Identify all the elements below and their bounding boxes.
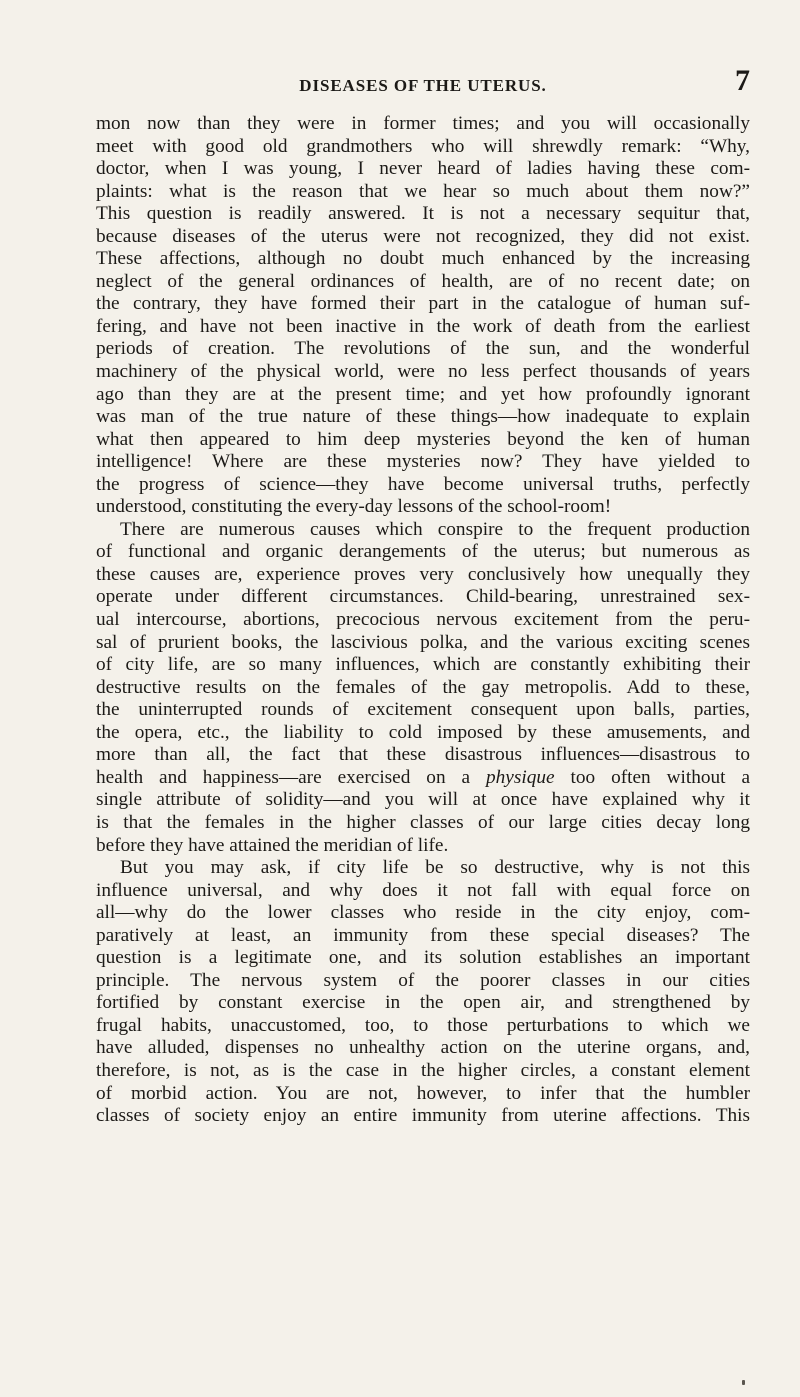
ink-speck bbox=[742, 1380, 745, 1385]
text-line: the uninterrupted rounds of excitement consequent upon balls, parties, bbox=[96, 699, 750, 721]
running-head bbox=[96, 64, 750, 100]
text-line: sal of prurient books, the lascivious polka, and the various exciting scenes bbox=[96, 631, 750, 653]
text-line: ago than they are at the present time; and yet how profoundly ignorant bbox=[96, 383, 750, 405]
body-text bbox=[96, 113, 750, 1128]
text-line: all—why do the lower classes who reside in the city enjoy, com- bbox=[96, 902, 750, 924]
text-line: before they have attained the meridian of life. bbox=[96, 834, 449, 856]
text-line: intelligence! Where are these mysteries now? They have yielded to bbox=[96, 451, 750, 473]
text-line: of functional and organic derangements of the uterus; but numerous as bbox=[96, 541, 750, 563]
text-line: ual intercourse, abortions, precocious nervous excitement from the peru- bbox=[96, 609, 750, 631]
page-number: 7 bbox=[735, 64, 750, 97]
text-line: more than all, the fact that these disastrous influences—disastrous to bbox=[96, 744, 750, 766]
text-line: classes of society enjoy an entire immunity from uterine affections. This bbox=[96, 1105, 750, 1127]
text-line: These affections, although no doubt much enhanced by the increasing bbox=[96, 248, 750, 270]
text-line: machinery of the physical world, were no less perfect thousands of years bbox=[96, 361, 750, 383]
italic-term: physique bbox=[486, 766, 555, 788]
text-line: of morbid action. You are not, however, to infer that the humbler bbox=[96, 1082, 750, 1104]
text-line: fortified by constant exercise in the open air, and strengthened by bbox=[96, 992, 750, 1014]
text-line: periods of creation. The revolutions of the sun, and the wonderful bbox=[96, 338, 750, 360]
text-line: what then appeared to him deep mysteries beyond the ken of human bbox=[96, 428, 750, 450]
text-line: But you may ask, if city life be so destructive, why is not this bbox=[120, 857, 750, 879]
text-line: of city life, are so many influences, which are constantly exhibiting their bbox=[96, 654, 750, 676]
text-line-with-italic bbox=[96, 767, 750, 790]
text-line: There are numerous causes which conspire to the frequent production bbox=[120, 518, 750, 540]
text-line: influence universal, and why does it not fall with equal force on bbox=[96, 879, 750, 901]
text-line: operate under different circumstances. Child-bearing, unrestrained sex- bbox=[96, 586, 750, 608]
text-line: question is a legitimate one, and its solution establishes an important bbox=[96, 947, 750, 969]
text-line: principle. The nervous system of the poorer classes in our cities bbox=[96, 969, 750, 991]
text-segment: health and happiness—are exercised on a bbox=[96, 766, 471, 788]
text-line: paratively at least, an immunity from these special diseases? The bbox=[96, 924, 750, 946]
text-line: mon now than they were in former times; and you will occasionally bbox=[96, 113, 750, 134]
text-line: have alluded, dispenses no unhealthy action on the uterine organs, and, bbox=[96, 1037, 750, 1059]
text-line: fering, and have not been inactive in the work of death from the earliest bbox=[96, 315, 750, 337]
text-line: neglect of the general ordinances of health, are of no recent date; on bbox=[96, 270, 750, 292]
text-line: plaints: what is the reason that we hear so much about them now?” bbox=[96, 180, 750, 202]
text-segment: too often without a bbox=[570, 766, 750, 788]
text-line: destructive results on the females of the gay metropolis. Add to these, bbox=[96, 676, 750, 698]
text-line: these causes are, experience proves very conclusively how unequally they bbox=[96, 563, 750, 585]
text-line: doctor, when I was young, I never heard of ladies having these com- bbox=[96, 158, 750, 180]
text-line: frugal habits, unaccustomed, too, to those perturbations to which we bbox=[96, 1014, 750, 1036]
text-line: the progress of science—they have become universal truths, perfectly bbox=[96, 473, 750, 495]
text-line: the contrary, they have formed their part in the catalogue of human suf- bbox=[96, 293, 750, 315]
text-line: the opera, etc., the liability to cold imposed by these amusements, and bbox=[96, 721, 750, 743]
text-line: was man of the true nature of these things—how inadequate to explain bbox=[96, 406, 750, 428]
text-line: therefore, is not, as is the case in the higher circles, a constant element bbox=[96, 1059, 750, 1081]
text-line: understood, constituting the every-day lessons of the school-room! bbox=[96, 496, 612, 518]
text-line: because diseases of the uterus were not recognized, they did not exist. bbox=[96, 225, 750, 247]
text-line: This question is readily answered. It is not a necessary sequitur that, bbox=[96, 203, 750, 225]
running-title: DISEASES OF THE UTERUS. bbox=[299, 76, 547, 95]
text-line: meet with good old grandmothers who will shrewdly remark: “Why, bbox=[96, 135, 750, 157]
text-line: single attribute of solidity—and you will at once have explained why it bbox=[96, 789, 750, 811]
text-line: is that the females in the higher classes of our large cities decay long bbox=[96, 811, 750, 833]
